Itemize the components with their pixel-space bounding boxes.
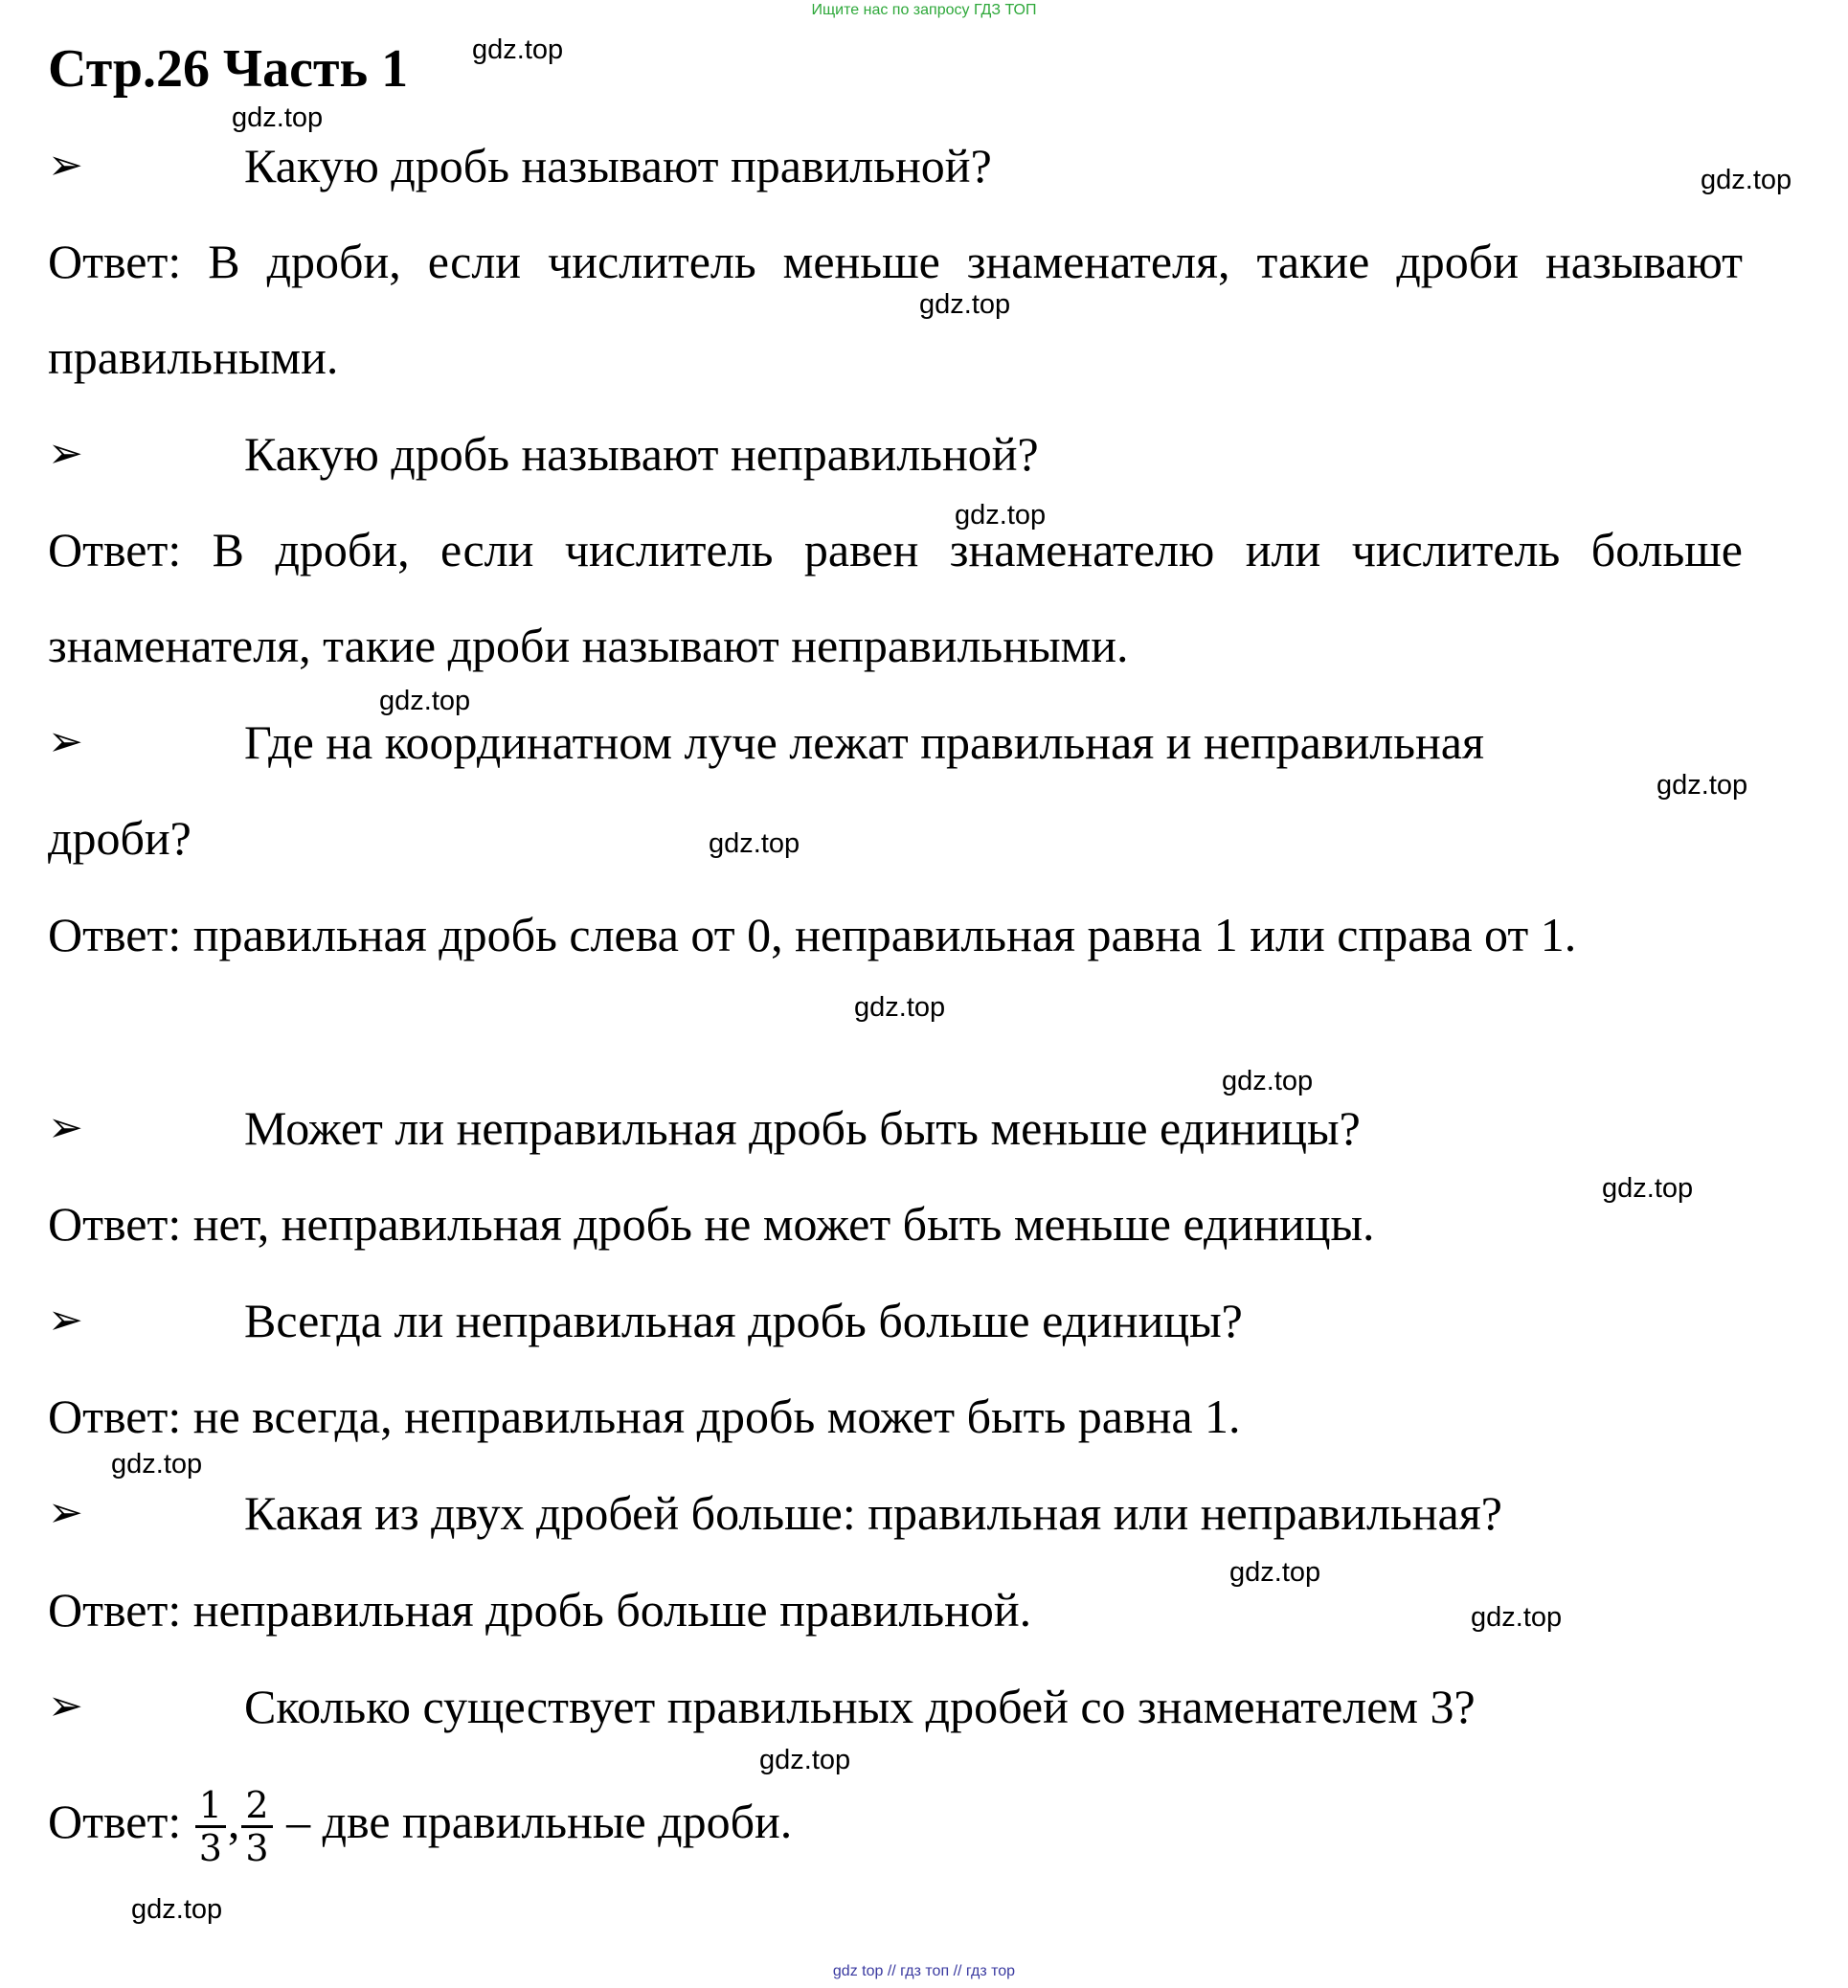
answer-prefix: Ответ: [48,1795,193,1848]
watermark: gdz.top [709,828,800,859]
fraction-two-thirds [241,1785,272,1868]
fraction-one-third [195,1785,226,1868]
watermark: gdz.top [1701,165,1792,195]
question-3-continuation: дроби? [48,811,192,865]
watermark: gdz.top [1602,1173,1694,1204]
bullet-arrow-icon: ➢ [48,1682,83,1730]
answer-6: Ответ: неправильная дробь больше правильной. [48,1583,1032,1637]
bottom-banner[interactable]: gdz top // гдз топ // гдз тор [832,1963,1016,1979]
fraction-numerator: 2 [241,1785,272,1828]
fraction-denominator: 3 [198,1827,222,1870]
watermark: gdz.top [1229,1557,1321,1588]
watermark: gdz.top [472,34,564,65]
page-title: Стр.26 Часть 1 [48,39,409,99]
watermark: gdz.top [854,992,946,1023]
watermark: gdz.top [1656,770,1748,801]
answer-1: Ответ: В дроби, если числитель меньше знаменателя, такие дроби называют правильными. [48,235,1743,384]
fraction-numerator: 1 [195,1785,226,1828]
bullet-arrow-icon: ➢ [48,429,83,478]
watermark: gdz.top [955,500,1047,531]
question-text: Какую дробь называют неправильной? [244,427,1039,481]
fraction-denominator: 3 [245,1827,269,1870]
watermark: gdz.top [1222,1066,1314,1096]
watermark: gdz.top [232,102,324,133]
bullet-arrow-icon: ➢ [48,141,83,190]
bullet-arrow-icon: ➢ [48,1296,83,1344]
fraction-separator: , [227,1795,240,1848]
question-text: Какая из двух дробей больше: правильная или неправильная? [244,1486,1502,1540]
answer-suffix: – две правильные дроби. [274,1795,793,1848]
answer-3: Ответ: правильная дробь слева от 0, неправильная равна 1 или справа от 1. [48,908,1577,961]
question-text: Сколько существует правильных дробей со знаменателем 3? [244,1680,1476,1733]
answer-2: Ответ: В дроби, если числитель равен знаменателю или числитель больше знаменателя, такие дроби называют неправильными. [48,523,1743,672]
question-text: Всегда ли неправильная дробь больше единицы? [244,1294,1243,1347]
bullet-arrow-icon: ➢ [48,717,83,766]
watermark: gdz.top [1471,1602,1563,1633]
watermark: gdz.top [759,1745,851,1775]
question-text: Какую дробь называют правильной? [244,139,992,192]
answer-5: Ответ: не всегда, неправильная дробь может быть равна 1. [48,1389,1241,1443]
watermark: gdz.top [379,686,471,716]
answer-4: Ответ: нет, неправильная дробь не может быть меньше единицы. [48,1197,1375,1251]
watermark: gdz.top [111,1449,203,1480]
watermark: gdz.top [919,289,1011,320]
question-text: Где на координатном луче лежат правильная и неправильная [244,715,1484,769]
answer-7 [48,1773,1743,1869]
watermark: gdz.top [131,1894,223,1925]
question-text: Может ли неправильная дробь быть меньше единицы? [244,1101,1361,1155]
top-banner[interactable]: Ищите нас по запросу ГДЗ ТОП [811,2,1037,18]
bullet-arrow-icon: ➢ [48,1103,83,1152]
bullet-arrow-icon: ➢ [48,1488,83,1537]
